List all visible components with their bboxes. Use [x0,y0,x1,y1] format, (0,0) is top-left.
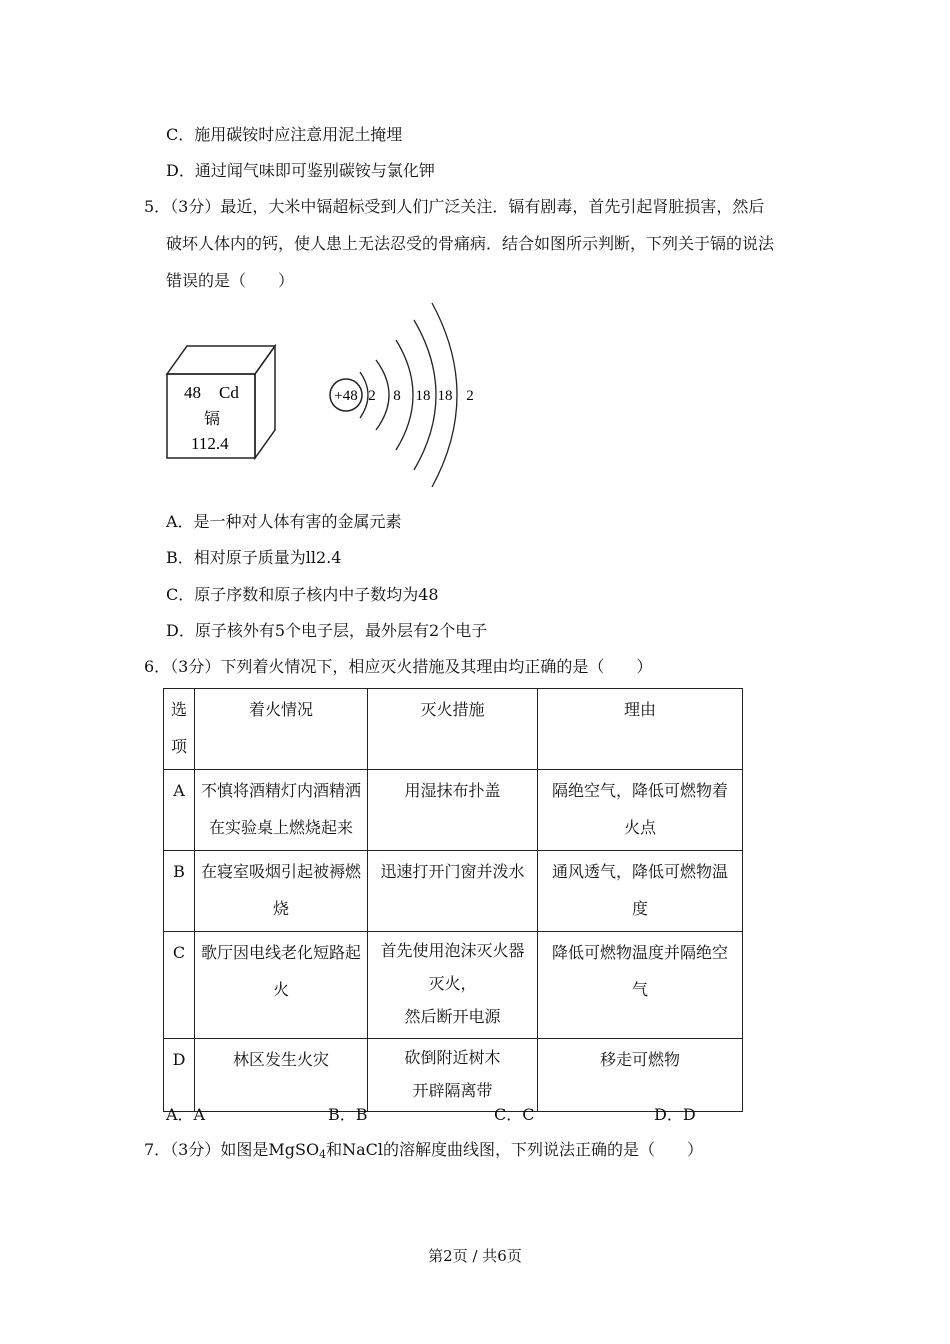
q7-stem-prefix: 7．（3分）如图是MgSO [144,1140,320,1159]
row-reason [538,851,743,932]
row-measure-line: 迅速打开门窗并泼水 [380,862,525,881]
row-situation [195,851,368,932]
row-measure-line: 砍倒附近树木 [404,1048,501,1067]
row-situation-line: 林区发生火灾 [232,1050,329,1069]
row-reason-line: 气 [631,980,648,999]
shell-electrons-2: 8 [393,388,401,404]
row-reason-line: 隔绝空气，降低可燃物着 [551,781,728,800]
q5-stem-line1: 5．（3分）最近，大米中镉超标受到人们广泛关注．镉有剧毒，首先引起肾脏损害，然后 [144,197,765,216]
header-reason-text: 理由 [623,700,656,719]
shell-electrons-1: 2 [368,388,376,404]
element-number: 48 [184,383,201,402]
atomic-mass: 112.4 [191,434,229,453]
row-option [164,932,195,1039]
row-situation-line: 不慎将酒精灯内酒精洒 [200,781,361,800]
table-row [164,770,743,851]
page-footer: 第2页 / 共6页 [428,1247,522,1265]
row-reason [538,932,743,1039]
row-measure-line: 用湿抹布扑盖 [404,781,501,800]
row-option-text: A [173,781,185,800]
q5-option-a: A．是一种对人体有害的金属元素 [166,512,402,531]
q5-option-b: B．相对原子质量为ll2.4 [166,548,342,567]
row-reason [538,770,743,851]
shell-electrons-3: 18 [415,388,431,404]
header-situation-text: 着火情况 [248,700,313,719]
row-measure-line: 首先使用泡沫灭火器 [380,941,525,960]
row-measure [368,770,538,851]
shell-electrons-4: 18 [437,388,453,404]
header-option-line2: 项 [170,737,187,756]
row-measure-line: 灭火， [428,974,477,993]
q5-option-c: C．原子序数和原子核内中子数均为48 [166,585,439,604]
option-d-prev: D．通过闻气味即可鉴别碳铵与氯化钾 [166,161,435,180]
nucleus-charge: +48 [334,388,358,404]
row-measure [368,851,538,932]
row-situation [195,770,368,851]
option-c-prev: C．施用碳铵时应注意用泥土掩埋 [166,125,403,144]
header-option-line1: 选 [170,700,187,719]
row-measure [368,932,538,1039]
q7-stem-suffix: 和NaCl的溶解度曲线图，下列说法正确的是（ ） [326,1140,703,1159]
q7-subscript: 4 [319,1148,327,1161]
shell-electrons-5: 2 [466,388,474,404]
row-reason-line: 火点 [623,818,656,837]
header-measure [368,689,538,770]
table-header-row [164,689,743,770]
table-row [164,851,743,932]
row-situation-line: 火 [272,980,289,999]
q5-stem-line3: 错误的是（ ） [166,271,295,290]
row-situation-line: 在寝室吸烟引起被褥燃 [200,862,361,881]
cadmium-figure [160,300,490,495]
q5-option-d: D．原子核外有5个电子层，最外层有2个电子 [166,621,488,640]
q6-answer-choices [166,1104,726,1126]
row-measure-line: 开辟隔离带 [412,1081,493,1100]
row-option [164,851,195,932]
row-option-text: B [173,862,185,881]
row-option-text: C [172,943,186,962]
row-reason-line: 降低可燃物温度并隔绝空 [551,943,728,962]
row-situation-line: 歌厅因电线老化短路起 [200,943,361,962]
row-option-text: D [172,1050,186,1069]
row-situation [195,1039,368,1112]
row-measure [368,1039,538,1112]
header-situation [195,689,368,770]
row-option [164,770,195,851]
row-measure-line: 然后断开电源 [404,1007,501,1026]
row-reason-line: 通风透气，降低可燃物温 [551,862,728,881]
header-option [164,689,195,770]
shell-arc-2 [376,360,389,430]
row-option [164,1039,195,1112]
header-measure-text: 灭火措施 [420,700,485,719]
shell-arc-1 [360,372,368,418]
q7-stem [144,1139,703,1166]
table-row [164,1039,743,1112]
q6-answer-c: C．C [494,1105,535,1124]
cadmium-figure-svg [160,300,490,495]
row-situation [195,932,368,1039]
table-row [164,932,743,1039]
q6-stem: 6．（3分）下列着火情况下，相应灭火措施及其理由均正确的是（ ） [144,657,653,676]
q5-stem-line2: 破坏人体内的钙，使人患上无法忍受的骨痛病．结合如图所示判断，下列关于镉的说法 [166,234,775,253]
fire-measures-table [163,688,743,1112]
row-situation-line: 在实验桌上燃烧起来 [208,818,353,837]
row-reason-line: 度 [631,899,648,918]
element-name: 镉 [204,409,221,428]
q6-answer-d: D．D [654,1105,696,1124]
row-situation-line: 烧 [272,899,289,918]
q6-answer-b: B．B [328,1105,368,1124]
cube-side [255,346,275,458]
row-reason-line: 移走可燃物 [599,1050,680,1069]
q6-answer-a: A．A [166,1105,206,1124]
row-reason [538,1039,743,1112]
header-reason [538,689,743,770]
element-symbol: Cd [219,383,239,402]
